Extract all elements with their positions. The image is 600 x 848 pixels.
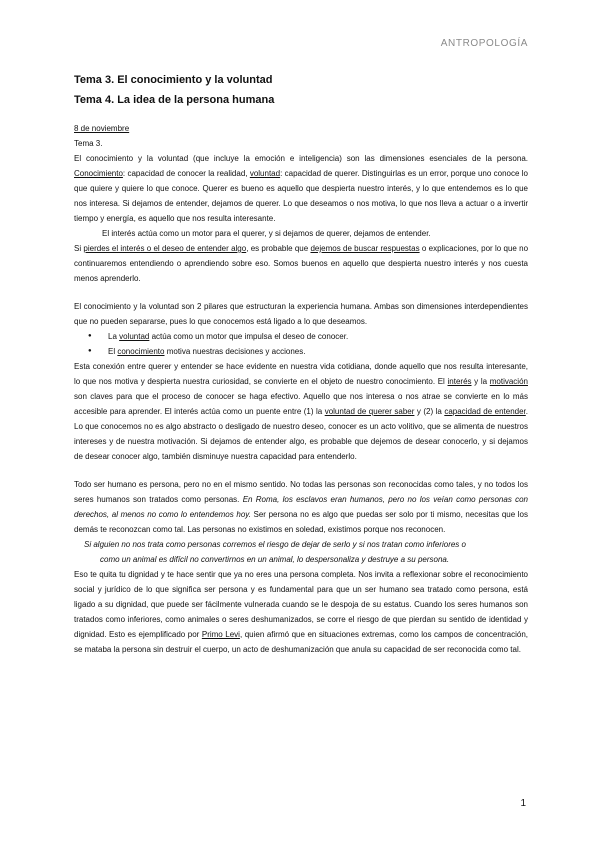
primo-levi: Primo Levi (201, 630, 240, 639)
list-item: ● La voluntad actúa como un motor que impulsa el deseo de conocer. (108, 329, 528, 344)
roma-example: En Roma, los esclavos eran humanos, pero no los veían como personas con derechos, al menos no como lo entendemos hoy. (74, 495, 529, 519)
term-conocimiento: Conocimiento (74, 169, 123, 178)
topic-label: Tema 3. (74, 139, 103, 148)
paragraph-losing-interest: Si pierdes el interés o el deseo de entender algo, es probable que dejemos de buscar respuestas o explicaciones, por lo que no continuaremos entendiendo o aprendiendo sobre eso. Somos buenos en aquello que despierta nuestro interés y nos cuesta menos aprenderlo. (74, 244, 529, 283)
lecture-date: 8 de noviembre (74, 124, 130, 133)
document-body (74, 70, 528, 657)
quote-block (74, 537, 528, 567)
header-subject: ANTROPOLOGÍA (440, 38, 528, 49)
paragraph-connection: Esta conexión entre querer y entender se hace evidente en nuestra vida cotidiana, donde aquello que nos resulta interesante, lo que nos motiva y despierta nuestra curiosidad, se convierte en el objeto de nuestro conocimiento. El interés y la motivación son claves para que el proceso de conocer se haga efectivo. Aquello que nos interesa o nos atrae se convierte en lo más accesible para aprender. El interés actúa como un puente entre (1) la voluntad de querer saber y (2) la capacidad de entender. Lo que conocemos no es algo abstracto o desligado de nuestro deseo, conocer es un acto volitivo, que se alimenta de nuestros intereses y de nuestra motivación. Si dejamos de entender algo, es probable que dejemos de desear conocerlo, y si dejamos de desear conocer algo, también disminuye nuestra capacidad para entenderlo. (74, 362, 529, 461)
phrase-dejemos-buscar: dejemos de buscar respuestas (310, 244, 420, 253)
term-voluntad: voluntad (249, 169, 281, 178)
paragraph-interest-motor: El interés actúa como un motor para el querer, y si dejamos de querer, dejamos de entender. (102, 229, 431, 238)
title-tema-3: Tema 3. El conocimiento y la voluntad (74, 74, 273, 86)
phrase-pierdes-interes: pierdes el interés o el deseo de entender algo (83, 244, 247, 253)
quote-line-2: como un animal es difícil no convertirnos en un animal, lo despersonaliza y destruye a su persona. (100, 555, 450, 564)
paragraph-definitions: El conocimiento y la voluntad (que incluye la emoción e inteligencia) son las dimensiones esenciales de la persona. Conocimiento: capacidad de conocer la realidad, voluntad: capacidad de querer. Distinguirlas es un error, porque uno conoce lo que quiere y quiere lo que conoce. Querer es bueno es aquello que despierta nuestro interés, y lo que entendemos es lo que nos interesa. Si dejamos de entender, dejamos de querer. Lo que deseamos o nos motiva, lo que nos lleva a actuar o a invertir tiempo y energía, es aquello que nos resulta interesante. (74, 154, 528, 223)
page-number: 1 (520, 798, 526, 809)
quote-line-1: Si alguien no nos trata como personas corremos el riesgo de dejar de serlo y si nos tratan como inferiores o (84, 540, 466, 549)
title-tema-4: Tema 4. La idea de la persona humana (74, 94, 275, 106)
list-item: ● El conocimiento motiva nuestras decisiones y acciones. (108, 344, 528, 359)
paragraph-pillars: El conocimiento y la voluntad son 2 pilares que estructuran la experiencia humana. Ambas son dimensiones interdependientes que no pueden separarse, pues lo que conocemos está ligado a lo que deseamos. (74, 302, 528, 326)
paragraph-dignity: Eso te quita tu dignidad y te hace sentir que ya no eres una persona completa. Nos invita a reflexionar sobre el reconocimiento social y jurídico de lo que significa ser persona y es fundamental para que un ser humano sea tratado como persona, está ligado a su dignidad, que puede ser fácilmente vulnerada cuando se le despoja de su estatus. Cuando los seres humanos son tratados como inferiores, como animales o seres deshumanizados, se corre el riesgo de que pierdan su sentido de identidad y dignidad. Esto es ejemplificado por Primo Levi, quien afirmó que en situaciones extremas, como los campos de concentración, se mataba la persona sin destruir el cuerpo, un acto de deshumanización que anula su capacidad de ser reconocida como tal. (74, 570, 528, 654)
bullet-list (74, 329, 528, 359)
paragraph-persona: Todo ser humano es persona, pero no en el mismo sentido. No todas las personas son reconocidas como tales, y no todos los seres humanos son tratados como personas. En Roma, los esclavos eran humanos, pero no los veían como personas con derechos, al menos no como lo entendemos hoy. Ser persona no es algo que puedas ser solo por ti mismo, necesitas que los demás te reconozcan como tal. Las personas no existimos en soledad, existimos porque nos reconocen. (74, 480, 529, 534)
